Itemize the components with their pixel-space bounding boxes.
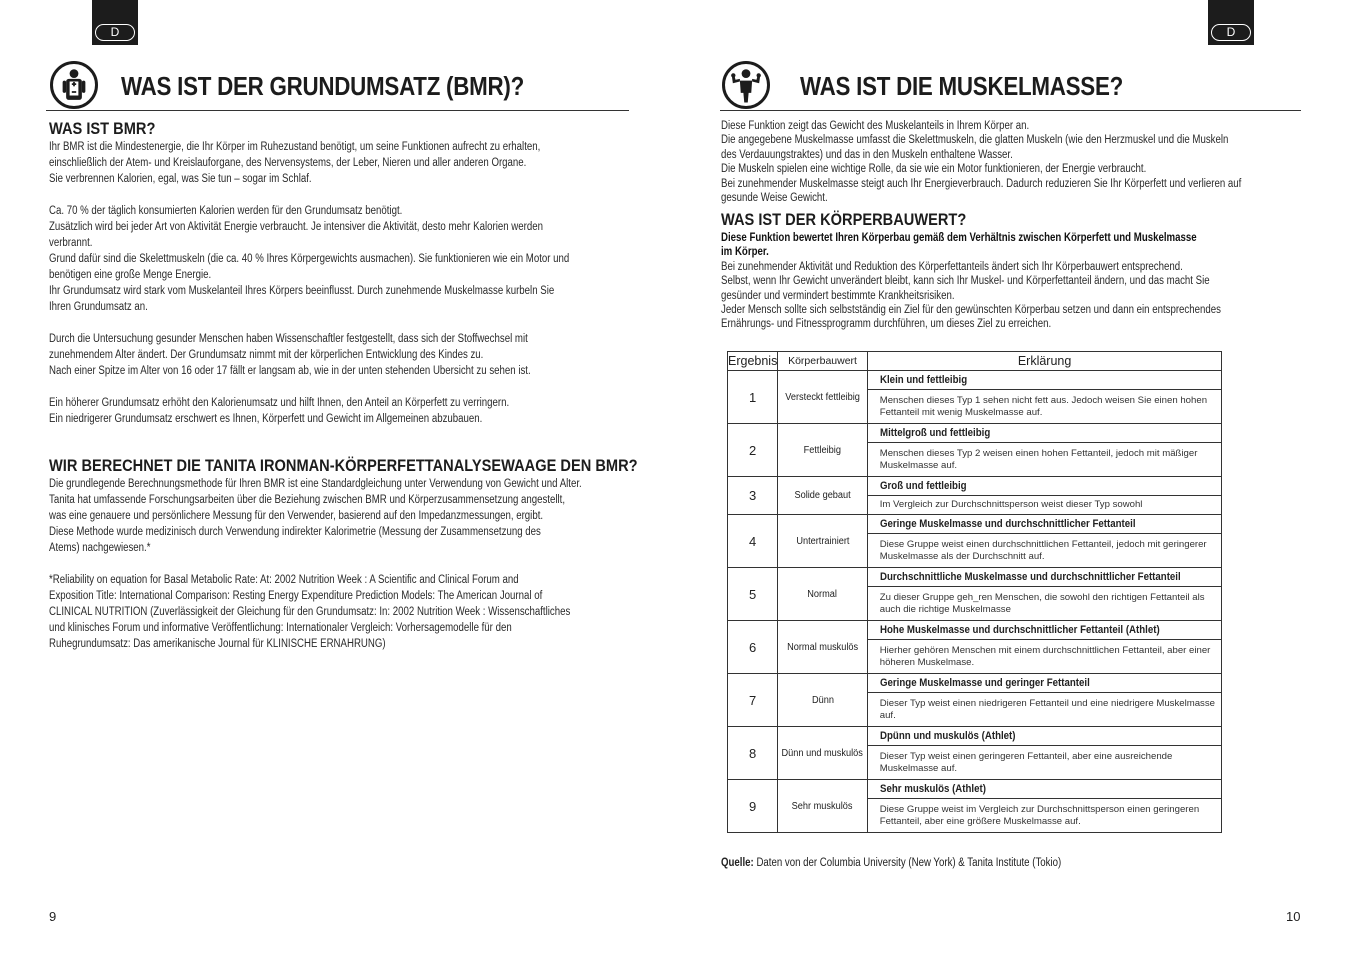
explanation-heading xyxy=(867,727,1222,746)
table-row xyxy=(728,780,1222,799)
explanation-description: Hierher gehören Menschen mit einem durchschnittlichen Fettanteil, aber einer höheren Muskelmase. xyxy=(867,640,1222,674)
text-line: Ruhegrundumsatz: Das amerikanische Journal für KLINISCHE ERNÄHRUNG) xyxy=(49,638,386,650)
text-line: Selbst, wenn Ihr Gewicht unverändert bleibt, kann sich Ihr Muskel- und Körperfettanteil ändern, und das macht Sie xyxy=(721,275,1210,288)
result-number: 2 xyxy=(728,424,778,477)
text-line-bold: Diese Funktion bewertet Ihren Körperbau gemäß dem Verhältnis zwischen Körperfett und Muskelmasse xyxy=(721,232,1197,244)
result-number: 5 xyxy=(728,568,778,621)
explanation-description: Zu dieser Gruppe geh_ren Menschen, die sowohl den richtigen Fettanteil als auch die richtige Muskelmasse xyxy=(867,587,1222,621)
physique-rating-name-text: Fettleibig xyxy=(803,444,842,456)
explanation-description: Dieser Typ weist einen geringeren Fettanteil, aber eine ausreichende Muskelmasse auf. xyxy=(867,746,1222,780)
physique-rating-name-text: Normal muskulös xyxy=(786,641,859,653)
table-row xyxy=(728,371,1222,390)
section-body-physique xyxy=(721,231,1316,332)
text-line: Bei zunehmender Aktivität und Reduktion des Körperfettanteils ändert sich Ihr Körperbauwert entsprechend. xyxy=(721,260,1183,273)
text-line: Zusätzlich wird bei jeder Art von Aktivität Energie verbraucht. Je intensiver die Aktivität, desto mehr Kalorien werden xyxy=(49,221,543,233)
text-line: *Reliability on equation for Basal Metabolic Rate: At: 2002 Nutrition Week : A Scientific and Clinical Forum and xyxy=(49,574,519,586)
text-line: benötigen eine große Menge Energie. xyxy=(49,269,212,281)
physique-rating-name xyxy=(778,727,867,780)
explanation-description: Im Vergleich zur Durchschnittsperson weist dieser Typ sowohl xyxy=(867,496,1222,515)
text-line: Ein höherer Grundumsatz erhöht den Kalorienumsatz und hilft Ihnen, den Anteil an Körperfett zu verringern. xyxy=(49,397,510,409)
text-line: Ca. 70 % der täglich konsumierten Kalorien werden für den Grundumsatz benötigt. xyxy=(49,205,403,217)
text-line: zunehmendem Alter ändert. Der Grundumsatz nimmt mit der körperlichen Entwicklung des Kindes zu. xyxy=(49,349,484,361)
section-body-calculation xyxy=(49,476,683,652)
result-number: 7 xyxy=(728,674,778,727)
explanation-heading-text: Groß und fettleibig xyxy=(879,480,967,492)
text-line: Ein niedrigerer Grundumsatz erschwert es Ihnen, Körperfett und Gewicht im Allgemeinen abzubauen. xyxy=(49,413,483,425)
physique-rating-name-text: Untertrainiert xyxy=(795,535,850,547)
result-number: 6 xyxy=(728,621,778,674)
page-number: 10 xyxy=(1286,909,1301,924)
text-line: Grund dafür sind die Skelettmuskeln (die ca. 40 % Ihres Körpergewichts ausmachen). Sie funktionieren wie ein Motor und xyxy=(49,253,570,265)
result-number: 8 xyxy=(728,727,778,780)
battery-person-icon xyxy=(50,61,98,109)
physique-rating-name-text: Dünn und muskulös xyxy=(781,747,864,759)
column-header-physique-rating: Körperbauwert xyxy=(778,352,867,371)
physique-rating-name xyxy=(778,780,867,833)
right-page xyxy=(675,0,1351,954)
muscle-person-icon xyxy=(722,61,770,109)
text-line: Ihren Grundumsatz an. xyxy=(49,301,148,313)
text-line: Jeder Mensch sollte sich selbstständig ein Ziel für den gewünschten Körperbau setzen und dann ein entsprechendes xyxy=(721,304,1221,317)
section-heading-physique: WAS IST DER KÖRPERBAUWERT? xyxy=(721,210,967,229)
table-row xyxy=(728,568,1222,587)
physique-rating-name xyxy=(778,424,867,477)
explanation-heading xyxy=(867,568,1222,587)
table-row xyxy=(728,674,1222,693)
text-line: Die grundlegende Berechnungsmethode für Ihren BMR ist eine Standardgleichung unter Verwendung von Gewicht und Alter. xyxy=(49,478,582,490)
page-title: WAS IST DER GRUNDUMSATZ (BMR)? xyxy=(121,71,524,101)
text-line: Die angegebene Muskelmasse umfasst die Skelettmuskeln, die glatten Muskeln (wie den Herzmuskel und die Muskeln xyxy=(721,134,1229,147)
source-label: Quelle: xyxy=(721,857,754,869)
text-line: Die Muskeln spielen eine wichtige Rolle, da sie wie ein Motor funktionieren, der Energie verbraucht. xyxy=(721,163,1147,176)
explanation-heading-text: Durchschnittliche Muskelmasse und durchschnittlicher Fettanteil xyxy=(879,571,1181,583)
text-line: Durch die Untersuchung gesunder Menschen haben Wissenschaftler festgestellt, dass sich der Stoffwechsel mit xyxy=(49,333,528,345)
physique-rating-name xyxy=(778,371,867,424)
table-row xyxy=(728,515,1222,534)
muscle-mass-intro xyxy=(721,119,1340,205)
title-divider xyxy=(46,110,629,111)
physique-rating-name-text: Dünn xyxy=(811,694,834,706)
text-line: Ihr Grundumsatz wird stark vom Muskelanteil Ihres Körpers beeinflusst. Durch zunehmende Muskelmasse kurbeln Sie xyxy=(49,285,555,297)
text-line: Diese Methode wurde medizinisch durch Verwendung indirekter Kalorimetrie (Messung der Zusammensetzung des xyxy=(49,526,541,538)
explanation-description: Diese Gruppe weist einen durchschnittlichen Fettanteil, jedoch mit geringerer Muskelmasse als der Durchschnitt auf. xyxy=(867,534,1222,568)
explanation-description: Diese Gruppe weist im Vergleich zur Durchschnittsperson einen geringeren Fettanteil, aber eine größere Muskelmasse auf. xyxy=(867,799,1222,833)
text-line: und klinisches Forum und informative Veröffentlichung: Internationaler Vergleich: Vorhersagemodelle für den xyxy=(49,622,512,634)
explanation-heading-text: Dpünn und muskulös (Athlet) xyxy=(879,730,1016,742)
source-note xyxy=(721,857,1061,869)
column-header-explanation: Erklärung xyxy=(867,352,1222,371)
text-line: was eine genauere und persönlichere Messung für den Verwender, basierend auf den Impedanzmessungen, ergibt. xyxy=(49,510,544,522)
explanation-heading xyxy=(867,424,1222,443)
column-header-result: Ergebnis xyxy=(728,352,778,371)
text-line: des Verdauungstraktes) und das in den Muskeln enthaltene Wasser. xyxy=(721,148,1013,161)
physique-rating-name-text: Solide gebaut xyxy=(794,490,851,501)
explanation-heading-text: Mittelgroß und fettleibig xyxy=(879,427,990,439)
left-page xyxy=(0,0,675,954)
text-line: Tanita hat umfassende Forschungsarbeiten über die Beziehung zwischen BMR und Körperzusammensetzung angestellt, xyxy=(49,494,566,506)
text-line: Exposition Title: International Comparison: Resting Energy Expenditure Prediction Models: The American Journal of xyxy=(49,590,543,602)
table-row xyxy=(728,621,1222,640)
section-heading-calculation: WIR BERECHNET DIE TANITA IRONMAN-KÖRPERFETTANALYSEWAAGE DEN BMR? xyxy=(49,456,638,475)
explanation-heading xyxy=(867,621,1222,640)
language-tab xyxy=(1208,0,1254,45)
explanation-heading-text: Klein und fettleibig xyxy=(879,374,967,386)
result-number: 9 xyxy=(728,780,778,833)
physique-rating-table xyxy=(727,351,1222,833)
explanation-heading xyxy=(867,674,1222,693)
result-number: 1 xyxy=(728,371,778,424)
text-line: Nach einer Spitze im Alter von 16 oder 17 fällt er langsam ab, wie in der unten stehenden Übersicht zu sehen ist. xyxy=(49,365,531,377)
physique-rating-name-text: Normal xyxy=(807,588,838,600)
explanation-heading-text: Geringe Muskelmasse und geringer Fettanteil xyxy=(879,677,1090,689)
text-line: Ihr BMR ist die Mindestenergie, die Ihr Körper im Ruhezustand benötigt, um seine Funktionen aufrecht zu erhalten, xyxy=(49,141,541,153)
text-line: verbrannt. xyxy=(49,237,93,249)
section-body-bmr xyxy=(49,139,668,427)
physique-rating-name xyxy=(778,674,867,727)
explanation-heading xyxy=(867,371,1222,390)
explanation-heading xyxy=(867,477,1222,496)
explanation-heading-text: Hohe Muskelmasse und durchschnittlicher Fettanteil (Athlet) xyxy=(879,624,1160,636)
language-tab-label: D xyxy=(95,24,135,41)
explanation-heading-text: Sehr muskulös (Athlet) xyxy=(879,783,986,795)
explanation-heading-text: Geringe Muskelmasse und durchschnittlicher Fettanteil xyxy=(879,518,1136,530)
result-number: 3 xyxy=(728,477,778,515)
table-row xyxy=(728,424,1222,443)
text-line: gesunde Weise Gewicht. xyxy=(721,192,828,205)
section-heading-bmr: WAS IST BMR? xyxy=(49,119,156,138)
language-tab xyxy=(92,0,138,45)
page-title: WAS IST DIE MUSKELMASSE? xyxy=(800,71,1124,101)
text-line: Ernährungs- und Fitnessprogramm durchführen, um dieses Ziel zu erreichen. xyxy=(721,318,1052,331)
explanation-description: Menschen dieses Typ 2 weisen einen hohen Fettanteil, jedoch mit mäßiger Muskelmasse auf. xyxy=(867,443,1222,477)
physique-rating-name-text: Sehr muskulös xyxy=(792,800,853,812)
physique-rating-name xyxy=(778,621,867,674)
table-row xyxy=(728,477,1222,496)
page-number: 9 xyxy=(49,909,57,924)
physique-rating-name xyxy=(778,477,867,515)
text-line: einschließlich der Atem- und Kreislauforgane, des Nervensystems, der Leber, Nieren und aller anderen Organe. xyxy=(49,157,527,169)
text-line: Bei zunehmender Muskelmasse steigt auch Ihr Energieverbrauch. Dadurch reduzieren Sie Ihr Körperfett und verlieren auf xyxy=(721,177,1242,190)
text-line: gesünder und vermindert bestimmte Krankheitsrisiken. xyxy=(721,289,955,302)
explanation-description: Menschen dieses Typ 1 sehen nicht fett aus. Jedoch weisen Sie einen hohen Fettanteil mit wenig Muskelmasse auf. xyxy=(867,390,1222,424)
text-line: Diese Funktion zeigt das Gewicht des Muskelanteils in Ihrem Körper an. xyxy=(721,120,1030,132)
physique-rating-name xyxy=(778,515,867,568)
text-line: CLINICAL NUTRITION (Zuverlässigkeit der Gleichung für den Grundumsatz: In: 2002 Nutrition Week : Wissenschaftliches xyxy=(49,606,571,618)
text-line: Atems) nachgewiesen.* xyxy=(49,542,151,554)
text-line-bold: im Körper. xyxy=(721,246,769,259)
text-line: Sie verbrennen Kalorien, egal, was Sie tun – sogar im Schlaf. xyxy=(49,173,312,185)
physique-rating-name xyxy=(778,568,867,621)
title-divider xyxy=(720,110,1301,111)
table-row xyxy=(728,727,1222,746)
result-number: 4 xyxy=(728,515,778,568)
explanation-heading xyxy=(867,780,1222,799)
table-header-row xyxy=(728,352,1222,371)
explanation-description: Dieser Typ weist einen niedrigeren Fettanteil und eine niedrigere Muskelmasse auf. xyxy=(867,693,1222,727)
source-text: Daten von der Columbia University (New York) & Tanita Institute (Tokio) xyxy=(756,857,1062,869)
explanation-heading xyxy=(867,515,1222,534)
physique-rating-name-text: Versteckt fettleibig xyxy=(785,391,860,403)
language-tab-label: D xyxy=(1211,24,1251,41)
